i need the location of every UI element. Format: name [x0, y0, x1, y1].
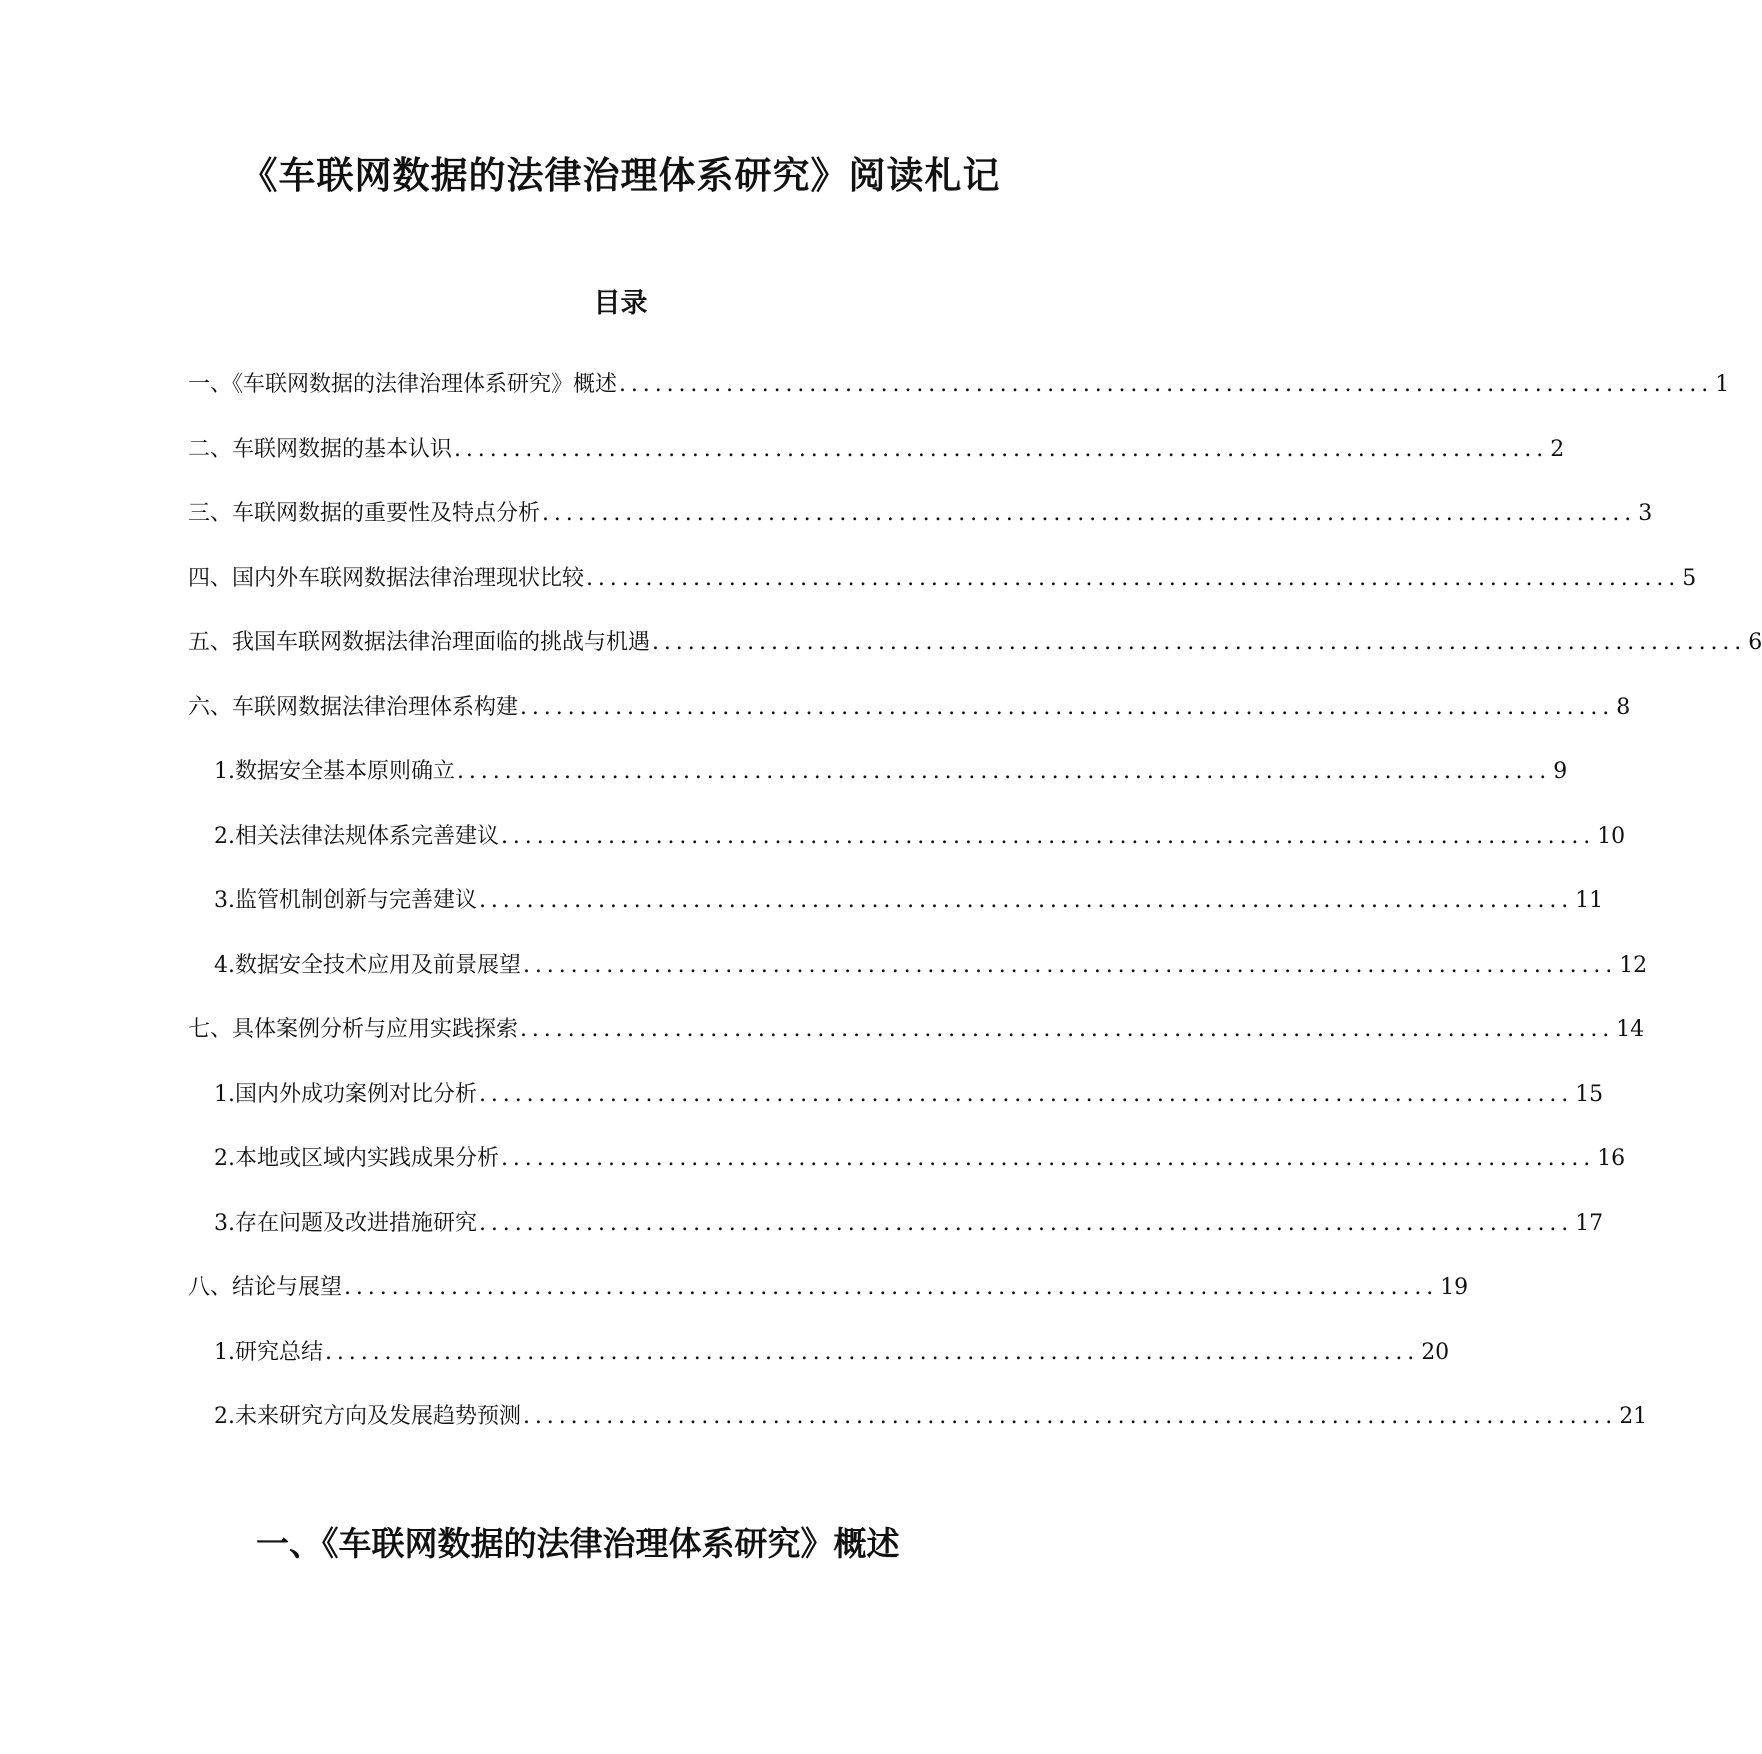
toc-entry-title: 存在问题及改进措施研究 — [235, 1211, 478, 1236]
toc-entry-title: 本地或区域内实践成果分析 — [235, 1146, 500, 1171]
toc-entry-title: 四、国内外车联网数据法律治理现状比较 — [188, 566, 585, 591]
toc-subentry[interactable] — [214, 1333, 1450, 1373]
toc-page-number: 3 — [1638, 501, 1653, 526]
toc-dot-leader: ............................................................................................ — [479, 1211, 1574, 1236]
toc-entry-number: 1. — [214, 1340, 235, 1365]
toc-dot-leader: ............................................................................................ — [586, 566, 1681, 591]
toc-dot-leader: ............................................................................................ — [479, 1082, 1574, 1107]
toc-dot-leader: ............................................................................................ — [520, 695, 1615, 720]
toc-dot-leader: ............................................................................................ — [501, 824, 1596, 849]
toc-page-number: 9 — [1553, 759, 1568, 784]
toc-page-number: 19 — [1440, 1275, 1469, 1300]
toc-page-number: 10 — [1597, 824, 1626, 849]
toc-entry-title: 二、车联网数据的基本认识 — [188, 437, 453, 462]
toc-entry-title: 未来研究方向及发展趋势预测 — [235, 1404, 522, 1429]
toc-entry[interactable] — [188, 688, 1631, 728]
toc-subentry[interactable] — [214, 1075, 1604, 1115]
toc-dot-leader: ............................................................................................ — [501, 1146, 1596, 1171]
toc-page-number: 5 — [1682, 566, 1697, 591]
toc-page-number: 12 — [1619, 953, 1648, 978]
toc-entry-number: 2. — [214, 1146, 235, 1171]
toc-dot-leader: ............................................................................................ — [344, 1275, 1439, 1300]
toc-entry[interactable] — [188, 430, 1565, 470]
toc-entry-number: 2. — [214, 1404, 235, 1429]
toc-dot-leader: ............................................................................................ — [457, 759, 1552, 784]
toc-entry-title: 三、车联网数据的重要性及特点分析 — [188, 501, 541, 526]
toc-entry[interactable] — [188, 559, 1697, 599]
toc-dot-leader: ............................................................................................ — [520, 1017, 1615, 1042]
toc-entry[interactable] — [188, 494, 1653, 534]
toc-page-number: 14 — [1616, 1017, 1645, 1042]
toc-dot-leader: ............................................................................................ — [479, 888, 1574, 913]
toc-page-number: 1 — [1715, 372, 1730, 397]
toc-entry-title: 国内外成功案例对比分析 — [235, 1082, 478, 1107]
toc-entry-number: 3. — [214, 1211, 235, 1236]
toc-entry-title: 一、《车联网数据的法律治理体系研究》概述 — [188, 372, 618, 397]
document-title: 《车联网数据的法律治理体系研究》阅读札记 — [240, 154, 1001, 197]
toc-entry-number: 1. — [214, 1082, 235, 1107]
toc-dot-leader: ............................................................................................ — [523, 1404, 1618, 1429]
toc-dot-leader: ............................................................................................ — [523, 953, 1618, 978]
toc-dot-leader: ............................................................................................ — [619, 372, 1714, 397]
toc-subentry[interactable] — [214, 1204, 1604, 1244]
toc-entry-title: 数据安全基本原则确立 — [235, 759, 456, 784]
toc-entry[interactable] — [188, 365, 1730, 405]
toc-subentry[interactable] — [214, 1139, 1626, 1179]
toc-subentry[interactable] — [214, 946, 1648, 986]
toc-entry-number: 4. — [214, 953, 235, 978]
section-heading: 一、《车联网数据的法律治理体系研究》概述 — [256, 1524, 900, 1563]
toc-entry-title: 研究总结 — [235, 1340, 324, 1365]
toc-subentry[interactable] — [214, 1397, 1648, 1437]
toc-entry[interactable] — [188, 1010, 1645, 1050]
toc-entry-number: 2. — [214, 824, 235, 849]
toc-dot-leader: ............................................................................................ — [454, 437, 1549, 462]
toc-page-number: 16 — [1597, 1146, 1626, 1171]
toc-entry-number: 1. — [214, 759, 235, 784]
toc-page-number: 8 — [1616, 695, 1631, 720]
toc-subentry[interactable] — [214, 881, 1604, 921]
toc-page-number: 2 — [1550, 437, 1565, 462]
toc-dot-leader: ............................................................................................ — [652, 630, 1747, 655]
toc-entry-title: 六、车联网数据法律治理体系构建 — [188, 695, 519, 720]
toc-entry-title: 监管机制创新与完善建议 — [235, 888, 478, 913]
toc-entry-title: 七、具体案例分析与应用实践探索 — [188, 1017, 519, 1042]
toc-page-number: 21 — [1619, 1404, 1648, 1429]
toc-entry-title: 八、结论与展望 — [188, 1275, 343, 1300]
toc-entry[interactable] — [188, 623, 1762, 663]
toc-page-number: 6 — [1748, 630, 1762, 655]
toc-entry-title: 数据安全技术应用及前景展望 — [235, 953, 522, 978]
toc-entry-title: 相关法律法规体系完善建议 — [235, 824, 500, 849]
toc-entry-number: 3. — [214, 888, 235, 913]
toc-dot-leader: ............................................................................................ — [325, 1340, 1420, 1365]
toc-subentry[interactable] — [214, 817, 1626, 857]
toc-page-number: 20 — [1421, 1340, 1450, 1365]
toc-entry[interactable] — [188, 1268, 1469, 1308]
toc-dot-leader: ............................................................................................ — [542, 501, 1637, 526]
toc-page-number: 17 — [1575, 1211, 1604, 1236]
toc-page-number: 11 — [1575, 888, 1604, 913]
toc-entry-title: 五、我国车联网数据法律治理面临的挑战与机遇 — [188, 630, 651, 655]
toc-heading: 目录 — [593, 288, 648, 319]
toc-page-number: 15 — [1575, 1082, 1604, 1107]
toc-subentry[interactable] — [214, 752, 1568, 792]
